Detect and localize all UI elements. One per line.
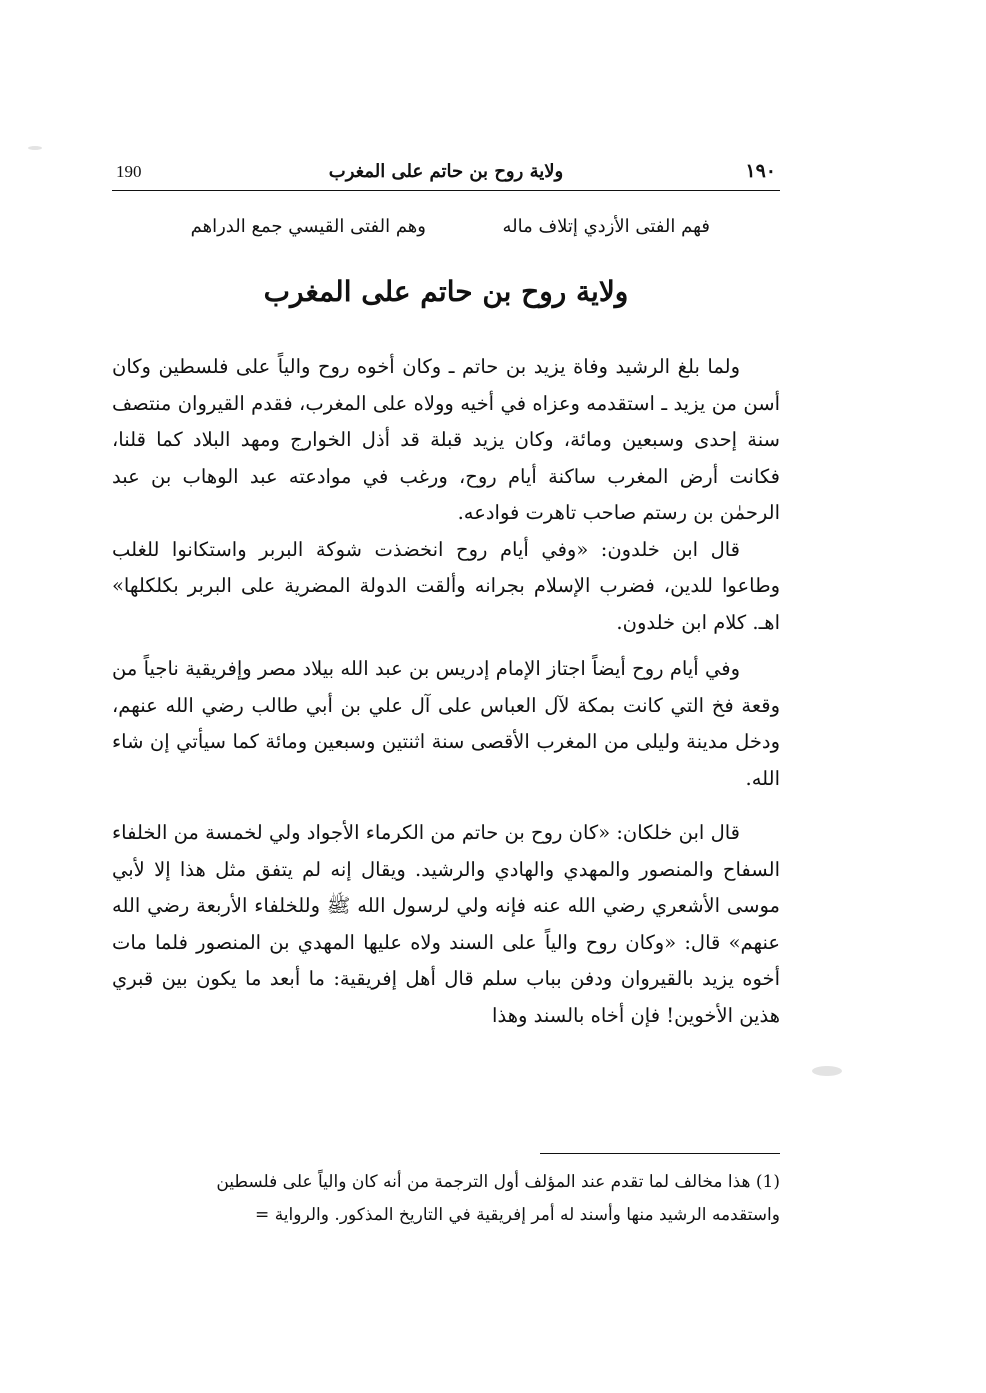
paragraph: قال ابن خلدون: «وفي أيام روح انخضذت شوكة البربر واستكانوا للغلب وطاعوا للدين، فضرب الإسلام بجرانه وألقت الدولة المضرية على البربر بكلكلها» اهـ. كلام ابن خلدون. — [112, 537, 780, 634]
running-title: ولاية روح بن حاتم على المغرب — [328, 161, 564, 182]
footnote-rule — [540, 1153, 780, 1154]
chapter-title: ولاية روح بن حاتم على المغرب — [263, 275, 629, 308]
paragraph: قال ابن خلكان: «كان روح بن حاتم من الكرماء الأجواد ولي لخمسة من الخلفاء السفاح والمنصور والمهدي والهادي والرشيد. ويقال إنه لم يتفق مثل هذا إلا لأبي موسى الأشعري رضي الله عنه فإنه ولي لرسول الله ﷺ وللخلفاء الأربعة رضي الله عنهم» قال: «وكان روح والياً على السند ولاه عليها المهدي بن المنصور فلما مات أخوه يزيد بالقيروان ودفن بباب سلم قال أهل إفريقية: ما أبعد ما يكون بين قبري هذين الأخوين! فإن أخاه بالسند وهذا — [112, 821, 780, 1027]
paragraph: وفي أيام روح أيضاً اجتاز الإمام إدريس بن عبد الله بيلاد مصر وإفريقية ناجياً من وقعة فخ التي كانت بمكة لآل العباس على آل علي بن أبي طالب رضي الله عنهم، ودخل مدينة وليلى من المغرب الأقصى سنة اثنتين وسبعين ومائة كما سيأتي إن شاء الله. — [112, 657, 780, 790]
page-number-latin: 190 — [116, 162, 142, 181]
footnote-line: واستقدمه الرشيد منها وأسند له أمر إفريقية في التاريخ المذكور. والرواية = — [255, 1205, 780, 1225]
verse-left-hemistich: وهم الفتى القيسي جمع الدراهم — [190, 216, 426, 237]
verse-right-hemistich: فهم الفتى الأزدي إتلاف ماله — [502, 216, 710, 237]
page-number-arabic: ١٩٠ — [745, 160, 776, 182]
footnote-line: (1) هذا مخالف لما تقدم عند المؤلف أول الترجمة من أنه كان والياً على فلسطين — [216, 1172, 780, 1192]
body-text — [112, 349, 780, 1034]
page-header — [112, 160, 780, 191]
scan-speck — [812, 1066, 842, 1076]
scan-speck — [28, 146, 42, 150]
paragraph: ولما بلغ الرشيد وفاة يزيد بن حاتم ـ وكان أخوه روح والياً على فلسطين وكان أسن من يزيد ـ استقدمه وعزاه في أخيه وولاه على المغرب، فقدم القيروان منتصف سنة إحدى وسبعين ومائة، وكان يزيد قبلة قد أذل الخوارج ومهد البلاد كما قلنا، فكانت أرض المغرب ساكنة أيام روح، ورغب في موادعته عبد الوهاب بن عبد الرحمٰن بن رستم صاحب تاهرت فوادعه. — [112, 355, 780, 524]
footnote — [112, 1166, 780, 1232]
